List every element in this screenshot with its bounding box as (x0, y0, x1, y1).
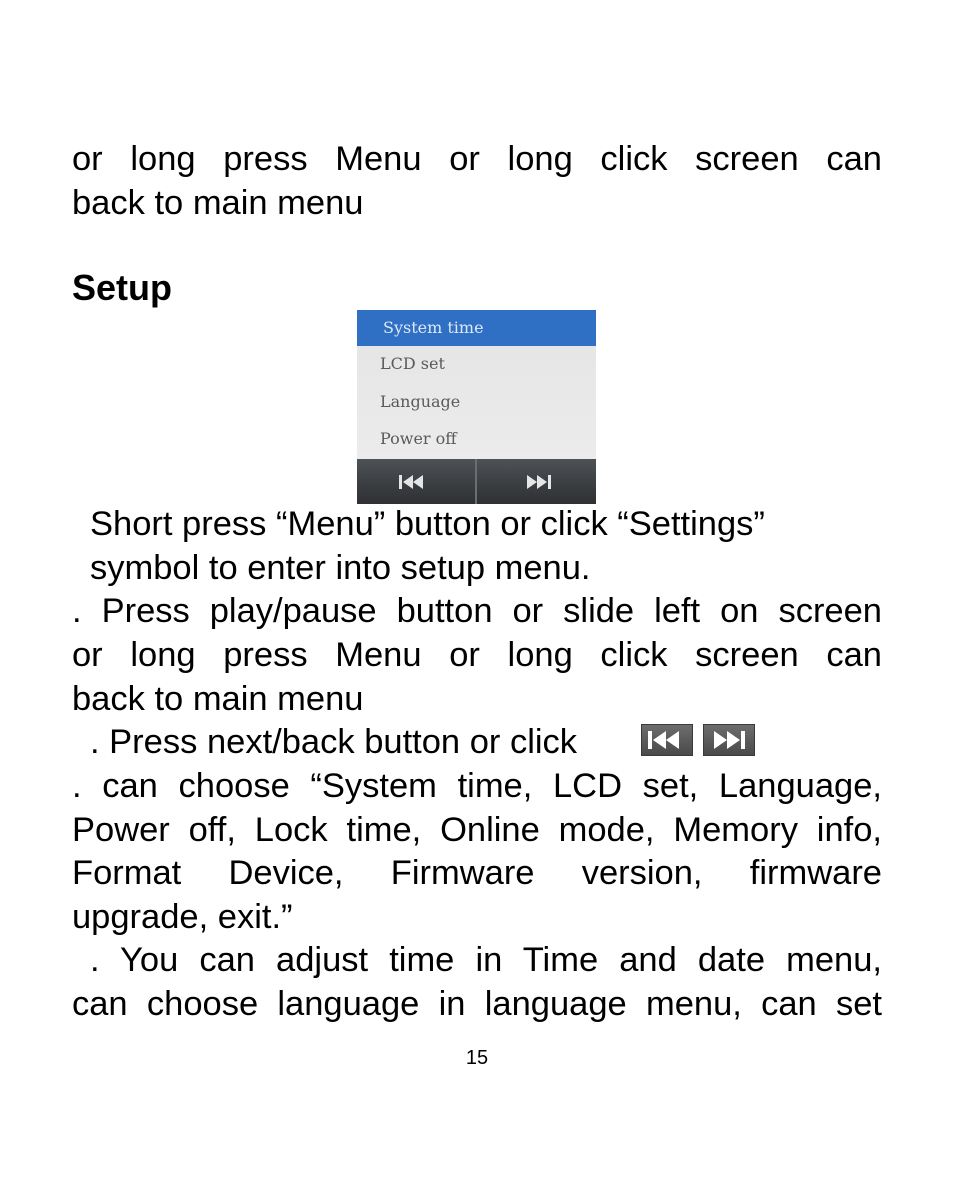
prev-track-icon[interactable] (395, 471, 435, 493)
menu-item-power-off[interactable]: Power off (380, 429, 457, 448)
text-line: . Press next/back button or click (90, 723, 578, 761)
next-track-icon (703, 724, 755, 756)
menu-item-lcd-set[interactable]: LCD set (380, 354, 445, 373)
next-track-icon[interactable] (519, 471, 559, 493)
text-line: Short press “Menu” button or click “Settings” (90, 505, 765, 543)
text-line: . You can adjust time in Time and date menu, (90, 941, 882, 979)
text-line: upgrade, exit.” (72, 898, 293, 936)
section-heading: Setup (72, 267, 173, 308)
bar-divider (475, 459, 477, 504)
text-line: . Press play/pause button or slide left on screen (72, 592, 882, 630)
menu-item-system-time[interactable]: System time (357, 310, 596, 346)
text-line: back to main menu (72, 184, 364, 222)
menu-item-language[interactable]: Language (380, 392, 461, 411)
device-screenshot (357, 310, 596, 504)
text-line: back to main menu (72, 680, 364, 718)
inline-track-icons (641, 724, 757, 758)
device-control-bar (357, 459, 596, 504)
page-number: 15 (465, 1047, 489, 1069)
text-line: can choose language in language menu, can set (72, 985, 882, 1023)
text-line: . can choose “System time, LCD set, Language, (72, 767, 882, 805)
text-line: or long press Menu or long click screen can (72, 636, 882, 674)
text-line: symbol to enter into setup menu. (90, 549, 591, 587)
text-line: or long press Menu or long click screen can (72, 140, 882, 178)
text-line: Power off, Lock time, Online mode, Memory info, (72, 811, 882, 849)
prev-track-icon (641, 724, 693, 756)
text-line: Format Device, Firmware version, firmware (72, 854, 882, 892)
